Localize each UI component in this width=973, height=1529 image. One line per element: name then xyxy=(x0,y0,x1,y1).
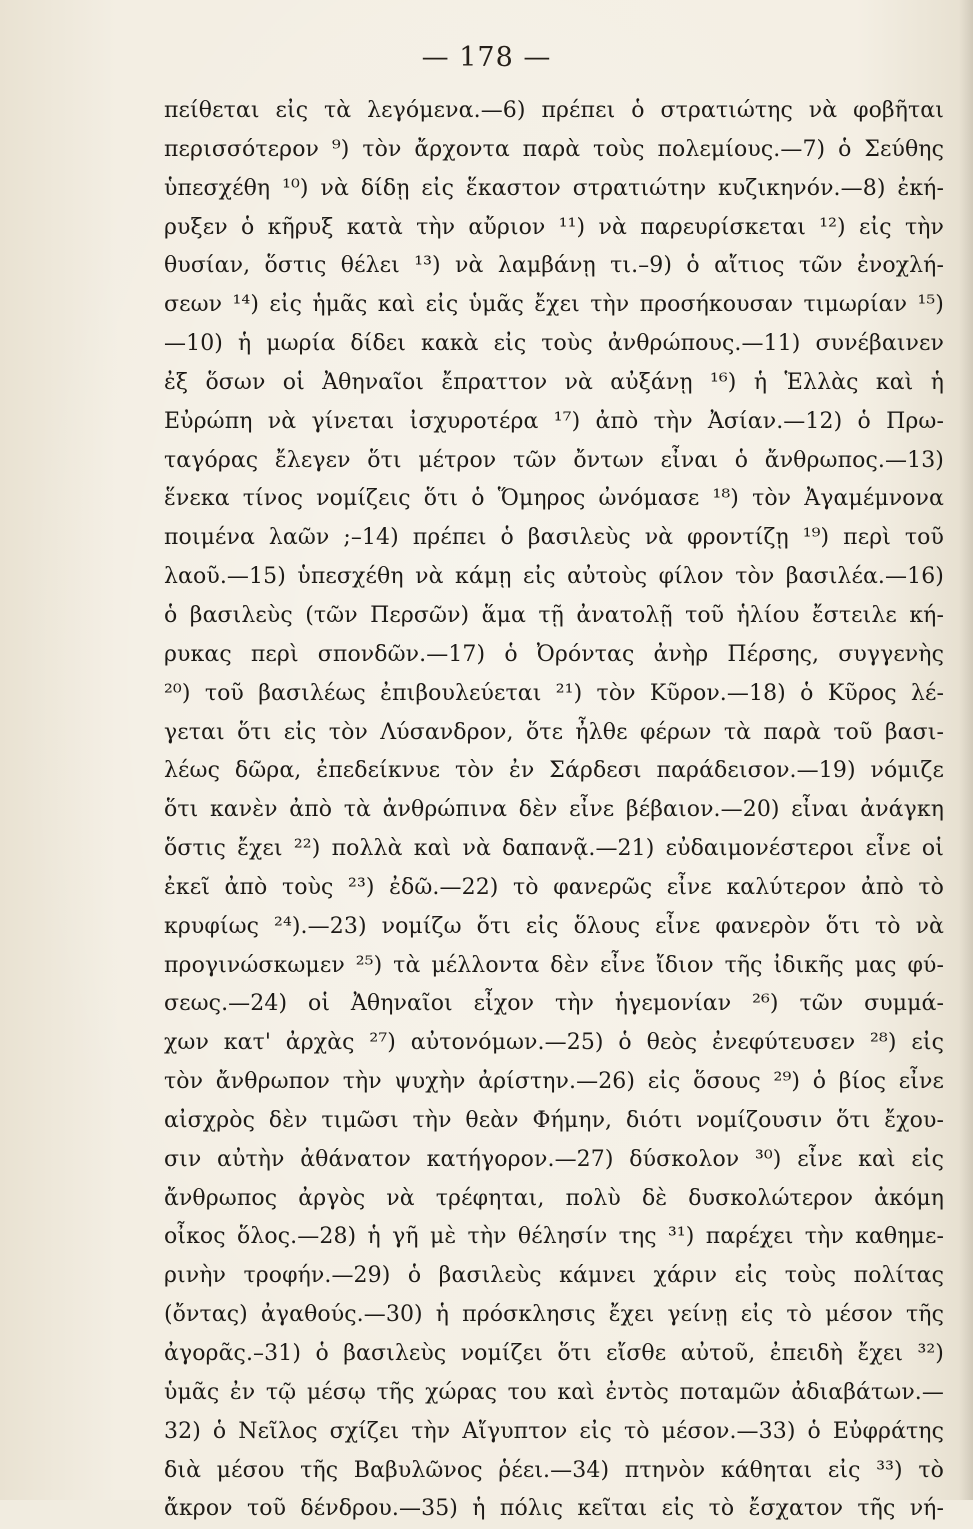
text-line: ²⁰) τοῦ βασιλέως ἐπιβουλεύεται ²¹) τὸν Κῦρον.—18) ὁ Κῦρος λέ- xyxy=(164,680,944,706)
text-line: λαοῦ.—15) ὑπεσχέθη νὰ κάμῃ εἰς αὐτοὺς φίλον τὸν βασιλέα.—16) xyxy=(164,564,944,590)
text-line: διὰ μέσου τῆς Βαβυλῶνος ῥέει.—34) πτηνὸν κάθηται εἰς ³³) τὸ xyxy=(164,1457,944,1483)
text-line: —10) ἡ μωρία δίδει κακὰ εἰς τοὺς ἀνθρώπους.—11) συνέβαινεν xyxy=(164,331,944,357)
text-line: ἄκρον τοῦ δένδρου.—35) ἡ πόλις κεῖται εἰς τὸ ἔσχατον τῆς νή- xyxy=(164,1496,944,1522)
text-line: ρυκας περὶ σπονδῶν.—17) ὁ Ὀρόντας ἀνὴρ Πέρσης, συγγενὴς xyxy=(164,641,944,667)
text-line: 32) ὁ Νεῖλος σχίζει τὴν Αἴγυπτον εἰς τὸ μέσον.—33) ὁ Εὐφράτης xyxy=(164,1418,944,1444)
text-line: ὅστις ἔχει ²²) πολλὰ καὶ νὰ δαπανᾷ.—21) εὐδαιμονέστεροι εἶνε οἱ xyxy=(164,836,944,862)
text-line: σεων ¹⁴) εἰς ἡμᾶς καὶ εἰς ὑμᾶς ἔχει τὴν προσήκουσαν τιμωρίαν ¹⁵) xyxy=(164,292,944,318)
text-line: ρινὴν τροφήν.—29) ὁ βασιλεὺς κάμνει χάριν εἰς τοὺς πολίτας xyxy=(164,1263,944,1289)
text-line: ὑπεσχέθη ¹⁰) νὰ δίδῃ εἰς ἕκαστον στρατιώτην κυζικηνόν.—8) ἐκή- xyxy=(164,175,944,201)
text-line: πείθεται εἰς τὰ λεγόμενα.—6) πρέπει ὁ στρατιώτης νὰ φοβῆται xyxy=(164,98,944,123)
body-text xyxy=(164,92,944,1529)
text-line: χων κατ' ἀρχὰς ²⁷) αὐτονόμων.—25) ὁ θεὸς ἐνεφύτευσεν ²⁸) εἰς xyxy=(164,1030,944,1056)
text-line: θυσίαν, ὅστις θέλει ¹³) νὰ λαμβάνῃ τι.–9) ὁ αἴτιος τῶν ἐνοχλή- xyxy=(164,253,944,279)
page-edge-shadow xyxy=(959,0,973,1500)
text-line: γεται ὅτι εἰς τὸν Λύσανδρον, ὅτε ἦλθε φέρων τὰ παρὰ τοῦ βασι- xyxy=(164,719,944,745)
text-line: κρυφίως ²⁴).—23) νομίζω ὅτι εἰς ὅλους εἶνε φανερὸν ὅτι τὸ νὰ xyxy=(164,913,944,939)
text-line: ἐξ ὅσων οἱ Ἀθηναῖοι ἔπραττον νὰ αὐξάνῃ ¹⁶) ἡ Ἑλλὰς καὶ ἡ xyxy=(164,369,944,395)
text-line: ἕνεκα τίνος νομίζεις ὅτι ὁ Ὅμηρος ὠνόμασε ¹⁸) τὸν Ἀγαμέμνονα xyxy=(164,486,944,512)
text-line: λέως δῶρα, ἐπεδείκνυε τὸν ἐν Σάρδεσι παράδεισον.—19) νόμιζε xyxy=(164,758,944,784)
text-line: ποιμένα λαῶν ;–14) πρέπει ὁ βασιλεὺς νὰ φροντίζῃ ¹⁹) περὶ τοῦ xyxy=(164,525,944,551)
text-line: ὅτι κανὲν ἀπὸ τὰ ἀνθρώπινα δὲν εἶνε βέβαιον.—20) εἶναι ἀνάγκη xyxy=(164,797,944,823)
text-line: ἀγορᾶς.–31) ὁ βασιλεὺς νομίζει ὅτι εἴσθε αὐτοῦ, ἐπειδὴ ἔχει ³²) xyxy=(164,1341,944,1366)
text-line: προγινώσκωμεν ²⁵) τὰ μέλλοντα δὲν εἶνε ἴδιον τῆς ἰδικῆς μας φύ- xyxy=(164,952,944,978)
text-line: περισσότερον ⁹) τὸν ἄρχοντα παρὰ τοὺς πολεμίους.—7) ὁ Σεύθης xyxy=(164,136,944,162)
text-line: σιν αὐτὴν ἀθάνατον κατήγορον.—27) δύσκολον ³⁰) εἶνε καὶ εἰς xyxy=(164,1146,944,1172)
text-line: ἄνθρωπος ἀργὸς νὰ τρέφηται, πολὺ δὲ δυσκολώτερον ἀκόμη xyxy=(164,1185,944,1211)
text-line: οἶκος ὅλος.—28) ἡ γῆ μὲ τὴν θέλησίν της ³¹) παρέχει τὴν καθημε- xyxy=(164,1224,944,1250)
text-line: ὁ βασιλεὺς (τῶν Περσῶν) ἅμα τῇ ἀνατολῇ τοῦ ἡλίου ἔστειλε κή- xyxy=(164,602,944,628)
text-line: ὑμᾶς ἐν τῷ μέσῳ τῆς χώρας του καὶ ἐντὸς ποταμῶν ἀδιαβάτων.— xyxy=(164,1379,944,1405)
text-line: τὸν ἄνθρωπον τὴν ψυχὴν ἀρίστην.—26) εἰς ὅσους ²⁹) ὁ βίος εἶνε xyxy=(164,1069,944,1095)
text-line: ἐκεῖ ἀπὸ τοὺς ²³) ἐδῶ.—22) τὸ φανερῶς εἶνε καλύτερον ἀπὸ τὸ xyxy=(164,874,944,900)
text-line: ρυξεν ὁ κῆρυξ κατὰ τὴν αὔριον ¹¹) νὰ παρευρίσκεται ¹²) εἰς τὴν xyxy=(164,214,944,240)
text-line: αἰσχρὸς δὲν τιμῶσι τὴν θεὰν Φήμην, διότι νομίζουσιν ὅτι ἔχου- xyxy=(164,1107,944,1133)
page-number: — 178 — xyxy=(421,42,552,73)
text-line: (ὄντας) ἀγαθούς.—30) ἡ πρόσκλησις ἔχει γείνῃ εἰς τὸ μέσον τῆς xyxy=(164,1302,944,1328)
text-line: σεως.—24) οἱ Ἀθηναῖοι εἶχον τὴν ἡγεμονίαν ²⁶) τῶν συμμά- xyxy=(164,991,944,1017)
text-line: Εὐρώπη νὰ γίνεται ἰσχυροτέρα ¹⁷) ἀπὸ τὴν Ἀσίαν.—12) ὁ Πρω- xyxy=(164,408,944,434)
text-line: ταγόρας ἔλεγεν ὅτι μέτρον τῶν ὄντων εἶναι ὁ ἄνθρωπος.—13) xyxy=(164,447,944,473)
